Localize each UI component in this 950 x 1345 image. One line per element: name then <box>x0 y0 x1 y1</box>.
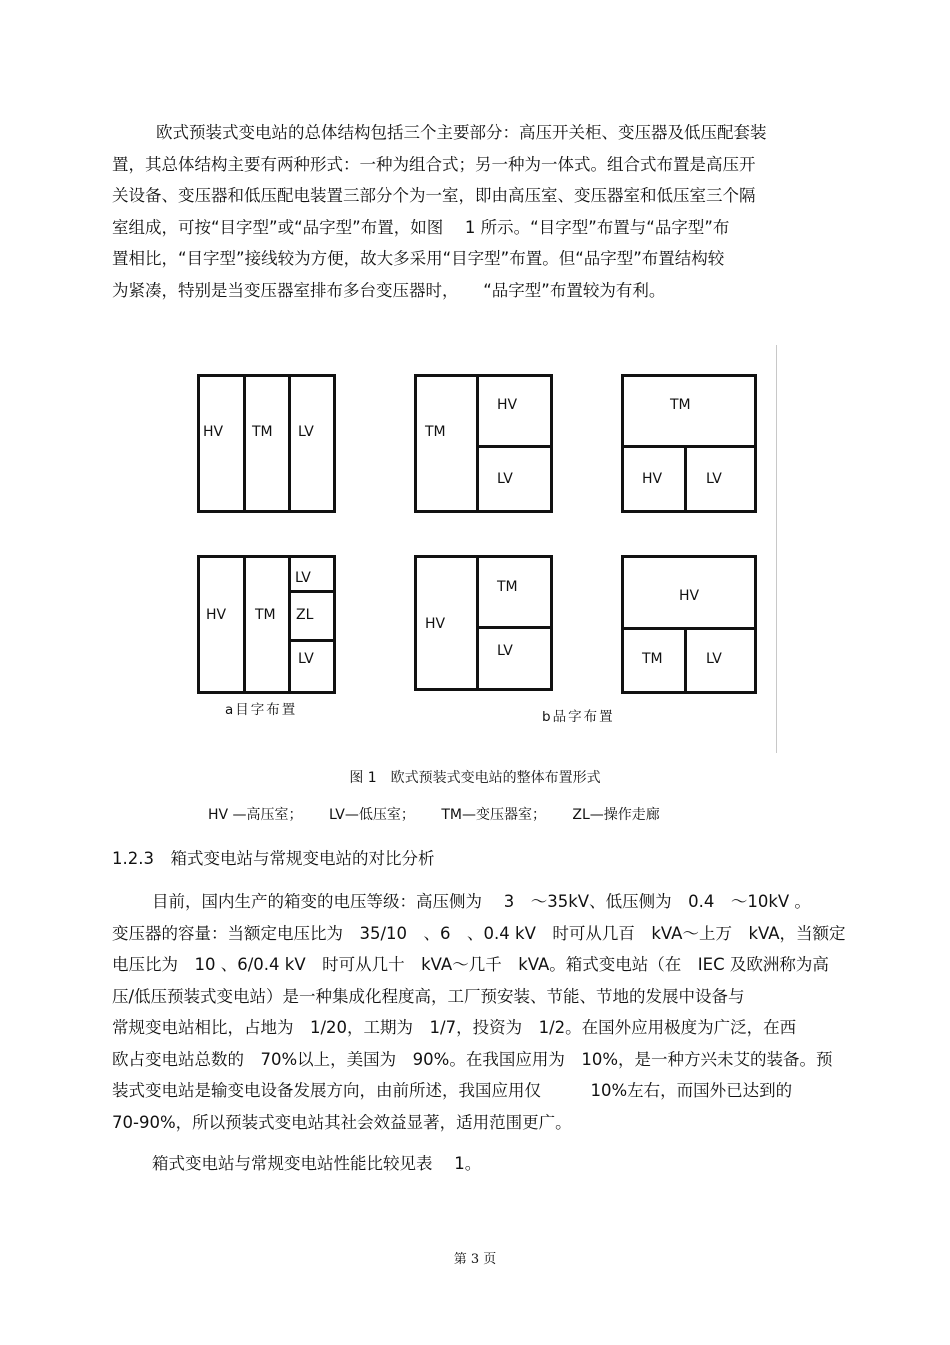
legend-item: TM—变压器室； <box>441 807 546 823</box>
page-number: 第 3 页 <box>453 1252 497 1267</box>
divider <box>476 445 553 448</box>
room-label-hv: HV <box>206 607 227 623</box>
room-label-tm: TM <box>670 397 691 413</box>
divider <box>621 445 757 448</box>
intro-paragraph: 欧式预装式变电站的总体结构包括三个主要部分：高压开关柜、变压器及低压配套装 置，其总体结构主要有两种形式：一种为组合式；另一种为一体式。组合式布置是高压开 关设备、变压器和低压配电装置三部分个为一室，即由高压室、变压器室和低压室三个隔 室组成，可按“目字型”或“品字型”布置，如图 1 所示。“目字型”布置与“品字型”布 置相比，“目字型”接线较为方便，故大多采用“目字型”布置。但“品字型”布置结构较 为紧凑，特别是当变压器室排布多台变压器时， “品字型”布置较为有利。 <box>112 123 767 300</box>
section-heading: 1.2.3 箱式变电站与常规变电站的对比分析 <box>112 849 435 868</box>
room-label-lv: LV <box>497 471 513 487</box>
room-label-lv: LV <box>298 424 314 440</box>
legend-item: HV —高压室； <box>208 807 303 823</box>
body-paragraph: 目前，国内生产的箱变的电压等级：高压侧为 3 ～35kV、低压侧为 0.4 ～10kV 。 变压器的容量：当额定电压比为 35/10 、6 、0.4 kV 时可从几百 kVA～上万 kVA，当额定 电压比为 10 、6/0.4 kV 时可从几十 kVA～几千 kVA。箱式变电站（在 IEC 及欧洲称为高 压/低压预装式变电站）是一种集成化程度高，工厂预安装、节能、节地的发展中设备与 常规变电站相比，占地为 1/20，工期为 1/7，投资为 1/2。在国外应用极度为广泛，在西 欧占变电站总数的 70%以上，美国为 90%。在我国应用为 10%，是一种方兴未艾的装备。预 装式变电站是输变电设备发展方向，由前所述，我国应用仅 10%左右，而国外已达到的 70-90%，所以预装式变电站其社会效益显著，适用范围更广。 <box>112 892 846 1132</box>
divider <box>288 374 291 513</box>
room-label-tm: TM <box>252 424 273 440</box>
layout-b4-frame <box>621 555 757 694</box>
room-label-tm: TM <box>497 579 518 595</box>
closing-paragraph: 箱式变电站与常规变电站性能比较见表 1。 <box>152 1154 482 1173</box>
divider <box>288 639 336 642</box>
figure-legend <box>208 804 682 824</box>
room-label-lv: LV <box>295 570 311 586</box>
room-label-hv: HV <box>497 397 518 413</box>
divider <box>476 555 479 691</box>
divider <box>476 374 479 513</box>
figure-right-border <box>776 345 777 753</box>
caption-b: b品字布置 <box>542 709 615 725</box>
divider <box>684 445 687 513</box>
room-label-zl: ZL <box>296 607 314 623</box>
room-label-tm: TM <box>642 651 663 667</box>
room-label-hv: HV <box>203 424 224 440</box>
legend-item: LV—低压室； <box>329 807 415 823</box>
layout-b2-frame <box>621 374 757 513</box>
divider <box>243 374 246 513</box>
room-label-lv: LV <box>706 651 722 667</box>
caption-a: a目字布置 <box>225 702 298 718</box>
room-label-tm: TM <box>425 424 446 440</box>
divider <box>684 627 687 694</box>
room-label-lv: LV <box>706 471 722 487</box>
divider <box>476 626 553 629</box>
room-label-hv: HV <box>679 588 700 604</box>
legend-item: ZL—操作走廊 <box>572 807 660 823</box>
divider <box>243 555 246 694</box>
room-label-hv: HV <box>642 471 663 487</box>
room-label-tm: TM <box>255 607 276 623</box>
layout-a2-frame <box>197 555 336 694</box>
layout-b1-frame <box>414 374 553 513</box>
divider <box>288 555 291 694</box>
divider <box>621 627 757 630</box>
layout-a1-frame <box>197 374 336 513</box>
room-label-hv: HV <box>425 616 446 632</box>
room-label-lv: LV <box>298 651 314 667</box>
divider <box>288 590 336 593</box>
figure-caption: 图 1 欧式预装式变电站的整体布置形式 <box>349 770 601 786</box>
room-label-lv: LV <box>497 643 513 659</box>
